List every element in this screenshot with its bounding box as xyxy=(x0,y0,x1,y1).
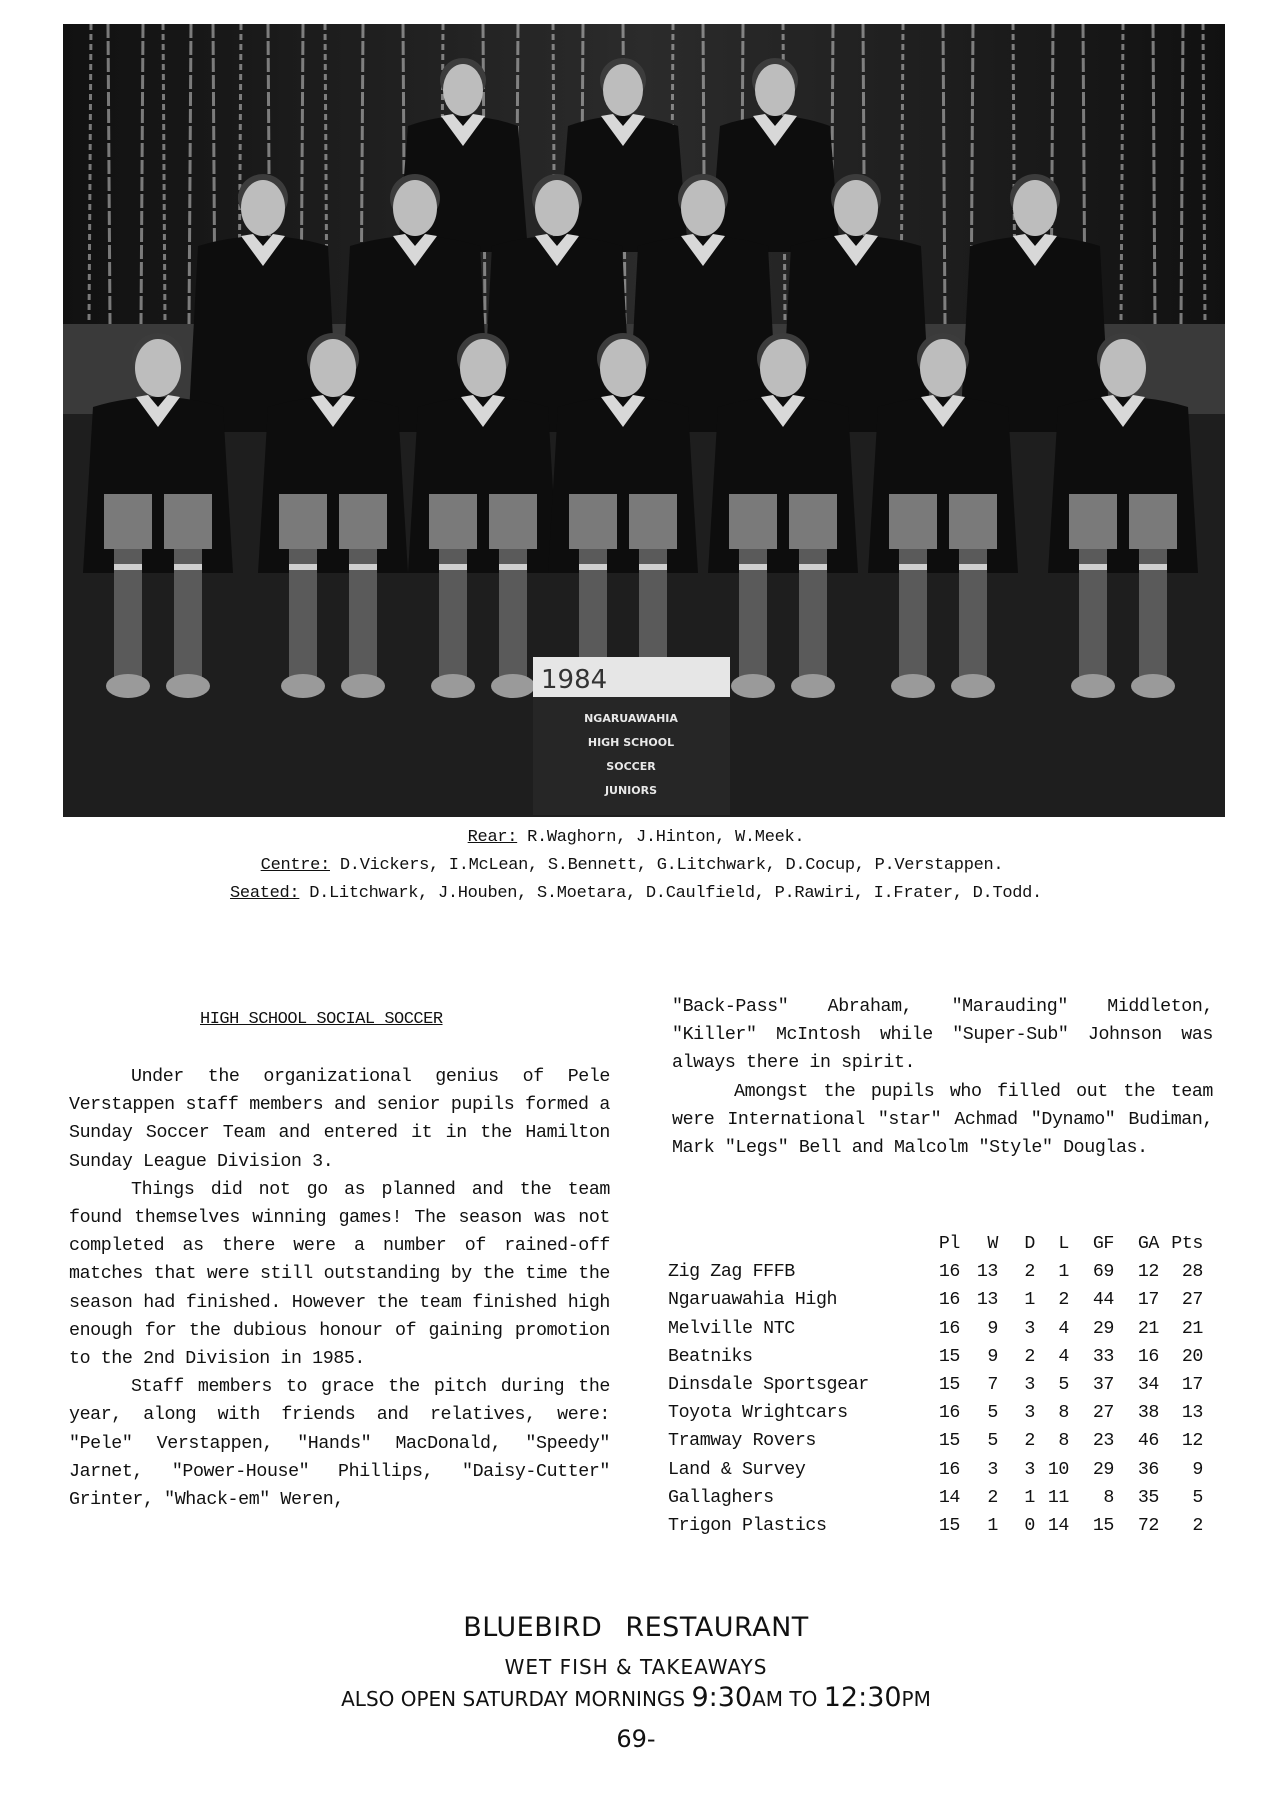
sign-line: SOCCER xyxy=(606,760,656,773)
league-table-row xyxy=(668,1512,1203,1540)
cell-goals-against: 16 xyxy=(1137,1346,1159,1367)
league-table-row xyxy=(668,1484,1203,1512)
cell-played: 15 xyxy=(938,1431,960,1452)
cell-lost: 2 xyxy=(1058,1290,1069,1311)
cell-goals-for: 8 xyxy=(1103,1487,1114,1508)
article-paragraph: Staff members to grace the pitch during the year, along with friends and relatives, were: "Pele" Verstappen, "Hands" MacDonald, "Speedy" Jarnet, "Power-House" Phillips, "Daisy-Cutter" Grinter, "Whack-em" Weren, xyxy=(69,1377,610,1511)
cell-goals-against: 46 xyxy=(1137,1431,1159,1452)
sign-line: NGARUAWAHIA xyxy=(584,712,678,725)
column-header-won: W xyxy=(987,1234,998,1255)
cell-drawn: 3 xyxy=(1024,1375,1035,1396)
cell-points: 12 xyxy=(1181,1431,1203,1452)
cell-won: 7 xyxy=(987,1375,998,1396)
league-table xyxy=(668,1230,1203,1540)
cell-team-name: Melville NTC xyxy=(668,1318,795,1339)
cell-team-name: Zig Zag FFFB xyxy=(668,1262,795,1283)
cell-lost: 10 xyxy=(1047,1459,1069,1480)
team-photo xyxy=(63,24,1225,817)
cell-lost: 4 xyxy=(1058,1346,1069,1367)
cell-team-name: Dinsdale Sportsgear xyxy=(668,1375,869,1396)
caption-seated-names: D.Litchwark, J.Houben, S.Moetara, D.Caulfield, P.Rawiri, I.Frater, D.Todd. xyxy=(299,884,1042,903)
cell-won: 9 xyxy=(987,1318,998,1339)
cell-drawn: 2 xyxy=(1024,1431,1035,1452)
cell-goals-against: 21 xyxy=(1137,1318,1159,1339)
league-table-row xyxy=(668,1315,1203,1343)
cell-points: 9 xyxy=(1192,1459,1203,1480)
sign-line: JUNIORS xyxy=(604,784,658,797)
cell-lost: 1 xyxy=(1058,1262,1069,1283)
league-table-row xyxy=(668,1286,1203,1314)
league-table-header xyxy=(668,1230,1203,1258)
cell-played: 16 xyxy=(938,1290,960,1311)
article-paragraph: Amongst the pupils who filled out the team were International "star" Achmad "Dynamo" Budiman, Mark "Legs" Bell and Malcolm "Style" Douglas. xyxy=(672,1081,1213,1159)
cell-goals-for: 33 xyxy=(1092,1346,1114,1367)
cell-team-name: Land & Survey xyxy=(668,1459,806,1480)
advert-hours-to: TO xyxy=(783,1687,824,1711)
cell-goals-for: 44 xyxy=(1092,1290,1114,1311)
cell-drawn: 3 xyxy=(1024,1459,1035,1480)
cell-drawn: 1 xyxy=(1024,1487,1035,1508)
article-paragraph: Things did not go as planned and the team found themselves winning games! The season was not completed as there were a number of rained-off matches that were still outstanding by the time the season had finished. However the team finished high enough for the dubious honour of gaining promotion to the 2nd Division in 1985. xyxy=(69,1179,610,1370)
advert-hours-prefix: ALSO OPEN SATURDAY MORNINGS xyxy=(341,1687,692,1711)
advert-hours xyxy=(0,1682,1272,1713)
cell-drawn: 3 xyxy=(1024,1403,1035,1424)
caption-rear-label: Rear: xyxy=(467,828,518,847)
cell-team-name: Toyota Wrightcars xyxy=(668,1403,848,1424)
cell-goals-for: 29 xyxy=(1092,1318,1114,1339)
cell-lost: 14 xyxy=(1047,1515,1069,1536)
cell-goals-against: 34 xyxy=(1137,1375,1159,1396)
column-header-drawn: D xyxy=(1024,1234,1035,1255)
cell-points: 5 xyxy=(1192,1487,1203,1508)
cell-goals-against: 35 xyxy=(1137,1487,1159,1508)
cell-played: 15 xyxy=(938,1375,960,1396)
article-paragraph: "Back-Pass" Abraham, "Marauding" Middleton, "Killer" McIntosh while "Super-Sub" Johnson was always there in spirit. xyxy=(672,997,1213,1074)
caption-seated-label: Seated: xyxy=(230,884,300,903)
cell-played: 16 xyxy=(938,1318,960,1339)
advert-name: BLUEBIRD RESTAURANT xyxy=(463,1612,809,1643)
cell-points: 28 xyxy=(1181,1262,1203,1283)
article-right-column xyxy=(672,993,1213,1162)
cell-won: 2 xyxy=(987,1487,998,1508)
advert-hours-open-suffix: AM xyxy=(752,1687,784,1711)
advert-hours-open: 9:30 xyxy=(691,1682,753,1713)
cell-drawn: 2 xyxy=(1024,1346,1035,1367)
cell-won: 3 xyxy=(987,1459,998,1480)
caption-seated xyxy=(0,884,1272,903)
cell-played: 15 xyxy=(938,1515,960,1536)
column-header-goals-for: GF xyxy=(1092,1234,1114,1255)
cell-team-name: Trigon Plastics xyxy=(668,1515,827,1536)
cell-lost: 11 xyxy=(1047,1487,1069,1508)
cell-won: 1 xyxy=(987,1515,998,1536)
cell-won: 13 xyxy=(976,1262,998,1283)
league-table-row xyxy=(668,1456,1203,1484)
advert-hours-close-suffix: PM xyxy=(901,1687,931,1711)
column-header-played: Pl xyxy=(938,1234,960,1255)
cell-points: 17 xyxy=(1181,1375,1203,1396)
article-left-column xyxy=(69,1063,610,1514)
cell-won: 5 xyxy=(987,1431,998,1452)
cell-goals-for: 23 xyxy=(1092,1431,1114,1452)
caption-rear xyxy=(0,828,1272,847)
article-paragraph: Under the organizational genius of Pele Verstappen staff members and senior pupils formed a Sunday Soccer Team and entered it in the Hamilton Sunday League Division 3. xyxy=(69,1067,610,1172)
cell-team-name: Tramway Rovers xyxy=(668,1431,816,1452)
league-table-row xyxy=(668,1399,1203,1427)
cell-played: 16 xyxy=(938,1459,960,1480)
column-header-team xyxy=(668,1230,923,1258)
sign-line: HIGH SCHOOL xyxy=(587,736,675,749)
cell-points: 2 xyxy=(1192,1515,1203,1536)
cell-played: 14 xyxy=(938,1487,960,1508)
cell-won: 13 xyxy=(976,1290,998,1311)
cell-won: 9 xyxy=(987,1346,998,1367)
cell-goals-against: 72 xyxy=(1137,1515,1159,1536)
cell-goals-for: 37 xyxy=(1092,1375,1114,1396)
cell-drawn: 1 xyxy=(1024,1290,1035,1311)
caption-centre-names: D.Vickers, I.McLean, S.Bennett, G.Litchwark, D.Cocup, P.Verstappen. xyxy=(329,856,1004,875)
cell-goals-for: 69 xyxy=(1092,1262,1114,1283)
cell-drawn: 2 xyxy=(1024,1262,1035,1283)
cell-points: 27 xyxy=(1181,1290,1203,1311)
team-sign xyxy=(533,657,730,815)
caption-centre xyxy=(0,856,1272,875)
cell-points: 21 xyxy=(1181,1318,1203,1339)
cell-points: 20 xyxy=(1181,1346,1203,1367)
cell-drawn: 3 xyxy=(1024,1318,1035,1339)
cell-played: 15 xyxy=(938,1346,960,1367)
column-header-lost: L xyxy=(1058,1234,1069,1255)
cell-played: 16 xyxy=(938,1403,960,1424)
cell-lost: 4 xyxy=(1058,1318,1069,1339)
cell-goals-for: 29 xyxy=(1092,1459,1114,1480)
column-header-goals-against: GA xyxy=(1137,1234,1159,1255)
sign-year: 1984 xyxy=(541,665,608,695)
cell-goals-against: 12 xyxy=(1137,1262,1159,1283)
page-number: 69- xyxy=(616,1725,656,1753)
team-photo-image xyxy=(63,24,1225,817)
cell-played: 16 xyxy=(938,1262,960,1283)
caption-centre-label: Centre: xyxy=(260,856,330,875)
advert-hours-close: 12:30 xyxy=(823,1682,902,1713)
cell-lost: 8 xyxy=(1058,1431,1069,1452)
cell-goals-against: 38 xyxy=(1137,1403,1159,1424)
cell-lost: 8 xyxy=(1058,1403,1069,1424)
cell-goals-against: 17 xyxy=(1137,1290,1159,1311)
cell-points: 13 xyxy=(1181,1403,1203,1424)
league-table-row xyxy=(668,1343,1203,1371)
cell-goals-against: 36 xyxy=(1137,1459,1159,1480)
cell-lost: 5 xyxy=(1058,1375,1069,1396)
cell-team-name: Ngaruawahia High xyxy=(668,1290,838,1311)
cell-team-name: Gallaghers xyxy=(668,1487,774,1508)
cell-drawn: 0 xyxy=(1024,1515,1035,1536)
column-header-points: Pts xyxy=(1171,1234,1203,1255)
league-table-row xyxy=(668,1371,1203,1399)
league-table-row xyxy=(668,1427,1203,1455)
article-heading: HIGH SCHOOL SOCIAL SOCCER xyxy=(200,1010,443,1029)
cell-goals-for: 27 xyxy=(1092,1403,1114,1424)
cell-won: 5 xyxy=(987,1403,998,1424)
caption-rear-names: R.Waghorn, J.Hinton, W.Meek. xyxy=(517,828,805,847)
league-table-row xyxy=(668,1258,1203,1286)
advert-tagline: WET FISH & TAKEAWAYS xyxy=(504,1655,768,1679)
cell-team-name: Beatniks xyxy=(668,1346,753,1367)
cell-goals-for: 15 xyxy=(1092,1515,1114,1536)
